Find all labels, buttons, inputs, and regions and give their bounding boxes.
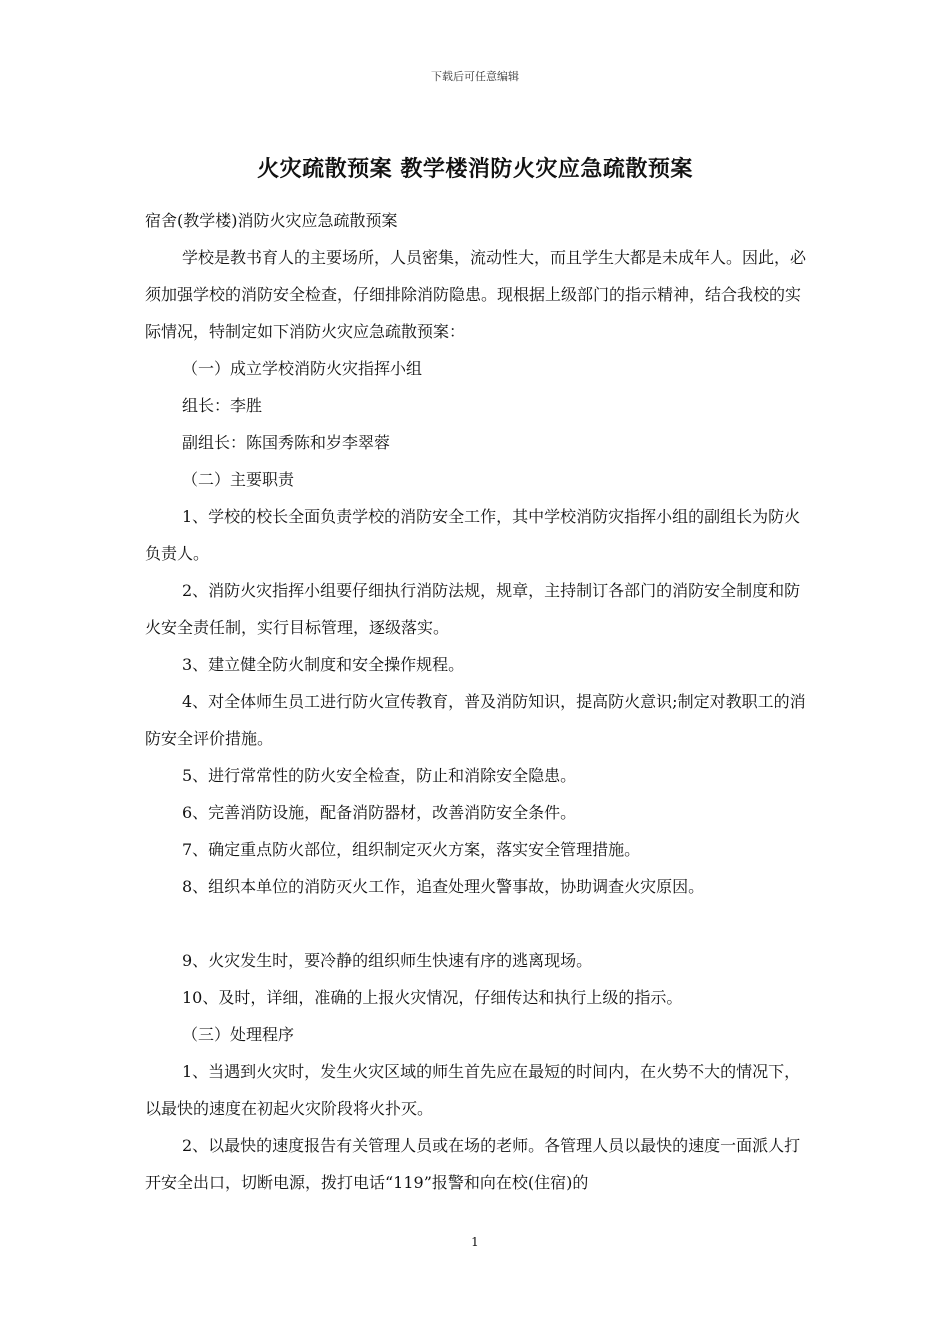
document-body	[145, 202, 810, 1201]
deputy-line: 副组长：陈国秀陈和岁李翠蓉	[182, 433, 391, 452]
list-item: 10、及时，详细，准确的上报火灾情况，仔细传达和执行上级的指示。	[182, 988, 683, 1007]
list-item: 9、火灾发生时，要冷静的组织师生快速有序的逃离现场。	[182, 951, 593, 970]
list-item: 6、完善消防设施，配备消防器材，改善消防安全条件。	[182, 803, 577, 822]
page-header: 下载后可任意编辑	[431, 70, 519, 83]
list-item: 2、消防火灾指挥小组要仔细执行消防法规，规章，主持制订各部门的消防安全制度和防火安全责任制，实行目标管理，逐级落实。	[145, 581, 801, 637]
list-item: 5、进行常常性的防火安全检查，防止和消除安全隐患。	[182, 766, 577, 785]
list-item: 7、确定重点防火部位，组织制定灭火方案，落实安全管理措施。	[182, 840, 641, 859]
document-title: 火灾疏散预案 教学楼消防火灾应急疏散预案	[257, 157, 693, 182]
subtitle: 宿舍(教学楼)消防火灾应急疏散预案	[145, 211, 398, 230]
list-item: 2、以最快的速度报告有关管理人员或在场的老师。各管理人员以最快的速度一面派人打开安全出口，切断电源，拨打电话“119”报警和向在校(住宿)的	[145, 1136, 801, 1192]
list-item: 1、学校的校长全面负责学校的消防安全工作，其中学校消防灾指挥小组的副组长为防火负责人。	[145, 507, 801, 563]
section3-heading: （三）处理程序	[182, 1025, 295, 1044]
intro-paragraph: 学校是教书育人的主要场所，人员密集，流动性大，而且学生大都是未成年人。因此，必须加强学校的消防安全检查，仔细排除消防隐患。现根据上级部门的指示精神，结合我校的实际情况，特制定如下消防火灾应急疏散预案：	[145, 248, 807, 341]
list-item: 1、当遇到火灾时，发生火灾区域的师生首先应在最短的时间内，在火势不大的情况下，以最快的速度在初起火灾阶段将火扑灭。	[145, 1062, 801, 1118]
leader-line: 组长：李胜	[182, 396, 263, 415]
blank-line	[145, 905, 810, 942]
section1-heading: （一）成立学校消防火灾指挥小组	[182, 359, 423, 378]
list-item: 8、组织本单位的消防灭火工作，追查处理火警事故，协助调查火灾原因。	[182, 877, 705, 896]
list-item: 3、建立健全防火制度和安全操作规程。	[182, 655, 465, 674]
list-item: 4、对全体师生员工进行防火宣传教育，普及消防知识，提高防火意识;制定对教职工的消防安全评价措施。	[145, 692, 806, 748]
section2-heading: （二）主要职责	[182, 470, 295, 489]
page-number: 1	[471, 1235, 479, 1249]
